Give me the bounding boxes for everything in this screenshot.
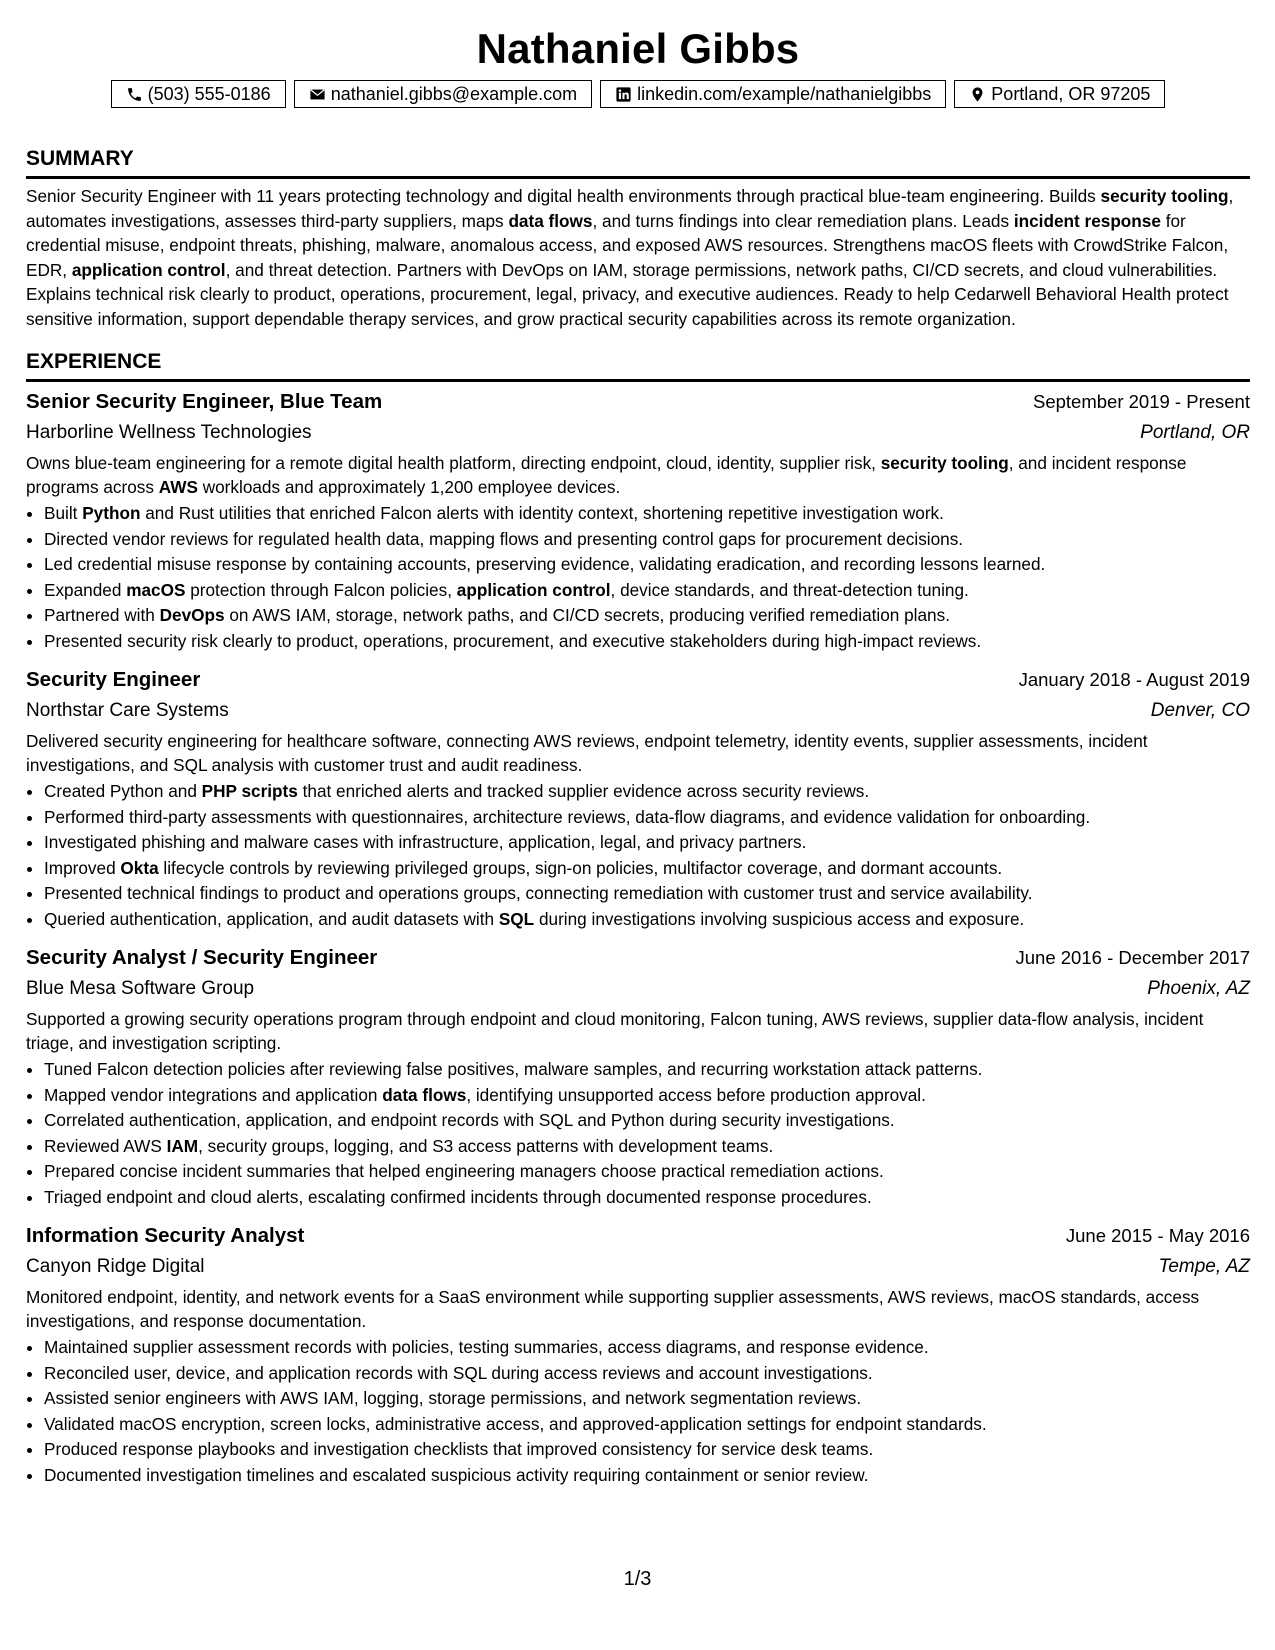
list-item: • Queried authentication, application, and audit datasets with SQL during investigations involving suspicious access and exposure. xyxy=(44,907,1250,933)
contact-phone-text: (503) 555-0186 xyxy=(147,83,271,104)
contact-bar xyxy=(26,80,1250,108)
job-company: Northstar Care Systems xyxy=(26,700,229,721)
job-company: Blue Mesa Software Group xyxy=(26,978,255,999)
resume-page xyxy=(26,24,1250,1488)
list-item: • Presented technical findings to product and operations groups, connecting remediation with customer trust and service availability. xyxy=(44,881,1250,907)
emphasis-text: data flows xyxy=(382,1084,467,1105)
list-item: • Improved Okta lifecycle controls by reviewing privileged groups, sign-on policies, multifactor coverage, and dormant accounts. xyxy=(44,856,1250,882)
job-dates: June 2015 - May 2016 xyxy=(1065,1225,1250,1246)
list-item: • Tuned Falcon detection policies after reviewing false positives, malware samples, and recurring workstation attack patterns. xyxy=(44,1057,1250,1083)
job-bullets xyxy=(26,779,1250,932)
emphasis-text: application control xyxy=(71,259,226,280)
contact-linkedin-text: linkedin.com/example/nathanielgibbs xyxy=(637,83,932,104)
emphasis-text: PHP scripts xyxy=(201,781,298,801)
phone-icon xyxy=(126,86,143,103)
job-bullets xyxy=(26,501,1250,654)
job-bullets xyxy=(26,1335,1250,1488)
summary-section xyxy=(26,146,1250,331)
list-item: • Investigated phishing and malware cases with infrastructure, application, legal, and privacy partners. xyxy=(44,830,1250,856)
list-item: • Maintained supplier assessment records with policies, testing summaries, access diagrams, and response evidence. xyxy=(44,1335,1250,1361)
list-item: • Built Python and Rust utilities that enriched Falcon alerts with identity context, shortening repetitive investigation work. xyxy=(44,501,1250,527)
job-description: Delivered security engineering for healthcare software, connecting AWS reviews, endpoint telemetry, identity events, supplier assessments, incident investigations, and SQL analysis with customer trust and audit readiness. xyxy=(26,731,1148,775)
job-description: Supported a growing security operations program through endpoint and cloud monitoring, Falcon tuning, AWS reviews, supplier data-flow analysis, incident triage, and investigation scripting. xyxy=(26,1009,1204,1053)
list-item: • Led credential misuse response by containing accounts, preserving evidence, validating eradication, and recording lessons learned. xyxy=(44,552,1250,578)
emphasis-text: application control xyxy=(456,579,611,600)
contact-location xyxy=(954,80,1165,108)
job-dates: September 2019 - Present xyxy=(1033,391,1250,412)
list-item: • Created Python and PHP scripts that enriched alerts and tracked supplier evidence across security reviews. xyxy=(44,779,1250,805)
emphasis-text: security tooling xyxy=(880,453,1009,473)
emphasis-text: security tooling xyxy=(1100,186,1229,206)
emphasis-text: Okta xyxy=(120,857,159,878)
job-title: Senior Security Engineer, Blue Team xyxy=(26,390,383,413)
job-entry xyxy=(26,388,1250,654)
job-company: Harborline Wellness Technologies xyxy=(26,422,312,443)
contact-phone[interactable] xyxy=(111,80,286,108)
list-item: • Expanded macOS protection through Falcon policies, application control, device standards, and threat-detection tuning. xyxy=(44,578,1250,604)
list-item: • Performed third-party assessments with questionnaires, architecture reviews, data-flow diagrams, and evidence validation for onboarding. xyxy=(44,805,1250,831)
experience-section xyxy=(26,349,1250,1488)
page-number: 1/3 xyxy=(623,1568,652,1590)
contact-email-text: nathaniel.gibbs@example.com xyxy=(330,83,578,104)
emphasis-text: IAM xyxy=(166,1135,199,1156)
job-location: Denver, CO xyxy=(1150,700,1250,721)
emphasis-text: DevOps xyxy=(159,605,225,625)
job-description: Monitored endpoint, identity, and network events for a SaaS environment while supporting supplier assessments, AWS reviews, macOS standards, access investigations, and response documentation. xyxy=(26,1287,1200,1331)
job-location: Phoenix, AZ xyxy=(1147,978,1250,999)
list-item: • Documented investigation timelines and escalated suspicious activity requiring containment or senior review. xyxy=(44,1463,1250,1489)
job-dates: January 2018 - August 2019 xyxy=(1018,669,1250,690)
list-item: • Produced response playbooks and investigation checklists that improved consistency for service desk teams. xyxy=(44,1437,1250,1463)
job-entry xyxy=(26,944,1250,1210)
emphasis-text: SQL xyxy=(498,908,535,929)
list-item: • Presented security risk clearly to product, operations, procurement, and executive stakeholders during high-impact reviews. xyxy=(44,629,1250,655)
map-marker-icon xyxy=(969,86,986,103)
section-title-summary: SUMMARY xyxy=(26,147,134,170)
emphasis-text: AWS xyxy=(158,477,198,497)
job-location: Tempe, AZ xyxy=(1158,1256,1250,1277)
summary-text: Senior Security Engineer with 11 years protecting technology and digital health environments through practical blue-team engineering. Builds security tooling, automates investigations, assesses third-party suppliers, maps data flows, and turns findings into clear remediation plans. Leads incident response for credential misuse, endpoint threats, phishing, malware, anomalous access, and exposed AWS resources. Strengthens macOS fleets with CrowdStrike Falcon, EDR, application control, and threat detection. Partners with DevOps on IAM, storage permissions, network paths, CI/CD secrets, and cloud vulnerabilities. Explains technical risk clearly to product, operations, procurement, legal, privacy, and executive audiences. Ready to help Cedarwell Behavioral Health protect sensitive information, support dependable therapy services, and grow practical security capabilities across its remote organization. xyxy=(26,186,1234,329)
emphasis-text: Python xyxy=(82,503,141,523)
list-item: • Directed vendor reviews for regulated health data, mapping flows and presenting control gaps for procurement decisions. xyxy=(44,527,1250,553)
job-bullets xyxy=(26,1057,1250,1210)
job-entry xyxy=(26,666,1250,932)
section-divider xyxy=(26,176,1250,179)
contact-location-text: Portland, OR 97205 xyxy=(991,83,1151,104)
list-item: • Prepared concise incident summaries that helped engineering managers choose practical remediation actions. xyxy=(44,1159,1250,1185)
list-item: • Validated macOS encryption, screen locks, administrative access, and approved-application settings for endpoint standards. xyxy=(44,1412,1250,1438)
section-title-experience: EXPERIENCE xyxy=(26,350,162,373)
list-item: • Triaged endpoint and cloud alerts, escalating confirmed incidents through documented response procedures. xyxy=(44,1185,1250,1211)
contact-linkedin[interactable] xyxy=(600,80,946,108)
list-item: • Reviewed AWS IAM, security groups, logging, and S3 access patterns with development teams. xyxy=(44,1134,1250,1160)
emphasis-text: incident response xyxy=(1013,210,1161,231)
section-divider xyxy=(26,379,1250,382)
contact-email[interactable] xyxy=(294,80,592,108)
list-item: • Partnered with DevOps on AWS IAM, storage, network paths, and CI/CD secrets, producing verified remediation plans. xyxy=(44,603,1250,629)
job-description: Owns blue-team engineering for a remote digital health platform, directing endpoint, cloud, identity, supplier risk, security tooling, and incident response programs across AWS workloads and approximately 1,200 employee devices. xyxy=(26,453,1187,497)
job-title: Security Analyst / Security Engineer xyxy=(26,946,378,969)
job-company: Canyon Ridge Digital xyxy=(26,1256,205,1277)
linkedin-icon xyxy=(615,86,632,103)
emphasis-text: data flows xyxy=(508,210,593,231)
list-item: • Correlated authentication, application, and endpoint records with SQL and Python during security investigations. xyxy=(44,1108,1250,1134)
job-location: Portland, OR xyxy=(1140,422,1250,443)
envelope-icon xyxy=(309,86,326,103)
emphasis-text: macOS xyxy=(126,579,186,600)
job-title: Security Engineer xyxy=(26,668,201,691)
candidate-name: Nathaniel Gibbs xyxy=(476,25,800,72)
job-entry xyxy=(26,1222,1250,1488)
job-dates: June 2016 - December 2017 xyxy=(1015,947,1250,968)
list-item: • Assisted senior engineers with AWS IAM, logging, storage permissions, and network segmentation reviews. xyxy=(44,1386,1250,1412)
job-title: Information Security Analyst xyxy=(26,1224,305,1247)
list-item: • Mapped vendor integrations and application data flows, identifying unsupported access before production approval. xyxy=(44,1083,1250,1109)
list-item: • Reconciled user, device, and application records with SQL during access reviews and account investigations. xyxy=(44,1361,1250,1387)
